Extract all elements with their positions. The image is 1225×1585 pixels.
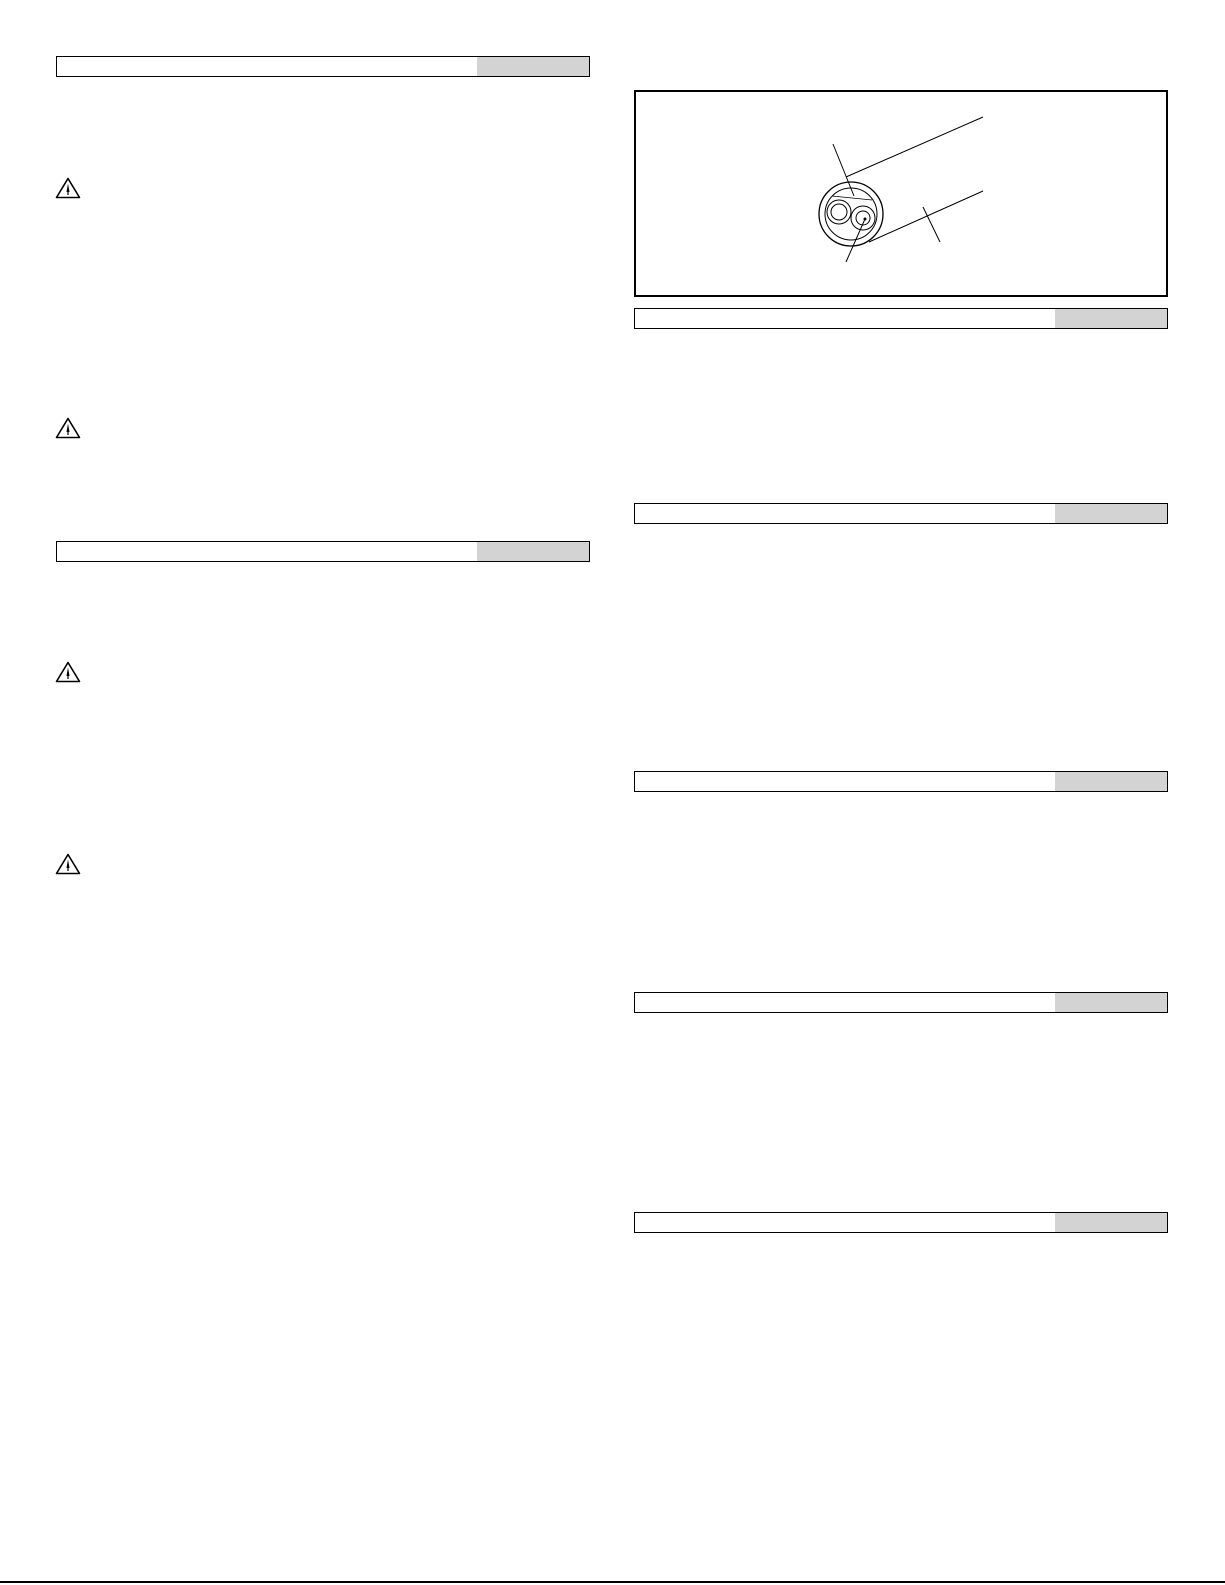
section-header-tab: [1055, 504, 1167, 523]
section-header-3: [634, 308, 1168, 329]
section-header-1: [56, 56, 590, 77]
section-header-tab: [1055, 772, 1167, 791]
warning-triangle-icon: [55, 177, 81, 199]
warning-triangle-icon: [55, 853, 81, 875]
section-header-5: [634, 771, 1168, 792]
section-header-tab: [1055, 993, 1167, 1012]
footer-rule: [0, 1581, 1225, 1583]
section-header-tab: [1055, 309, 1167, 328]
cable-cross-section-figure: [634, 90, 1168, 297]
section-header-4: [634, 503, 1168, 524]
section-header-tab: [477, 542, 589, 561]
section-header-7: [634, 1212, 1168, 1233]
cable-diagram-icon: [636, 92, 1170, 299]
section-header-tab: [1055, 1213, 1167, 1232]
section-header-tab: [477, 57, 589, 76]
warning-triangle-icon: [55, 417, 81, 439]
warning-triangle-icon: [55, 661, 81, 683]
section-header-6: [634, 992, 1168, 1013]
section-header-2: [56, 541, 590, 562]
